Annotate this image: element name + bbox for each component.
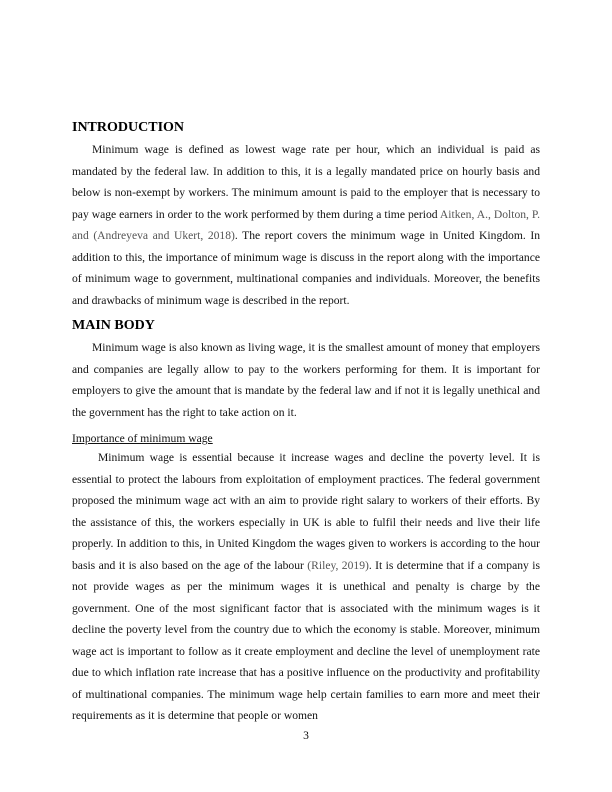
introduction-paragraph bbox=[72, 139, 540, 311]
main-body-heading: MAIN BODY bbox=[72, 318, 155, 333]
importance-paragraph bbox=[72, 447, 540, 727]
importance-text-continued: . It is determine that if a company is not provide wages as per the minimum wages it is unethical and penalty is charge by the government. One of the most significant factor that is associated with the minimum wages is it decline the poverty level from the country due to which the economy is stable. Moreover, minimum wage act is important to follow as it create employment and decline the level of unemployment rate due to which inflation rate increase that has a positive influence on the productivity and profitability of multinational companies. The minimum wage help certain families to earn more and meet their requirements as it is determine that people or women bbox=[72, 558, 540, 722]
page-content bbox=[72, 119, 540, 727]
importance-text: Minimum wage is essential because it increase wages and decline the poverty level. It is essential to protect the labours from exploitation of employment practices. The federal government proposed the minimum wage act with an aim to provide right salary to workers of their efforts. By the assistance of this, the workers especially in UK is able to fulfil their needs and live their life properly. In addition to this, in United Kingdom the wages given to workers is according to the hour basis and it is also based on the age of the labour bbox=[72, 451, 540, 572]
importance-subheading: Importance of minimum wage bbox=[72, 432, 213, 445]
introduction-heading: INTRODUCTION bbox=[72, 120, 185, 135]
introduction-text: Minimum wage is defined as lowest wage rate per hour, which an individual is paid as mandated by the federal law. In addition to this, it is a legally mandated price on hourly basis and below is non-exempt by workers. The minimum amount is paid to the employer that is necessary to pay wage earners in order to the work performed by them during a time period bbox=[72, 143, 540, 221]
main-body-paragraph: Minimum wage is also known as living wage, it is the smallest amount of money that employers and companies are legally allow to pay to the workers performing for them. It is important for employers to give the amount that is mandate by the federal law and if not it is legally unethical and the government has the right to take action on it. bbox=[72, 341, 540, 419]
introduction-text-continued: . The report covers the minimum wage in United Kingdom. In addition to this, the importance of minimum wage is discuss in the report along with the importance of minimum wage to government, multinational companies and individuals. Moreover, the benefits and drawbacks of minimum wage is described in the report. bbox=[72, 229, 540, 307]
introduction-citation: Aitken, A., Dolton, P. and (Andreyeva and Ukert, 2018) bbox=[72, 207, 540, 242]
page-number: 3 bbox=[303, 729, 309, 742]
importance-citation: (Riley, 2019) bbox=[307, 558, 369, 572]
